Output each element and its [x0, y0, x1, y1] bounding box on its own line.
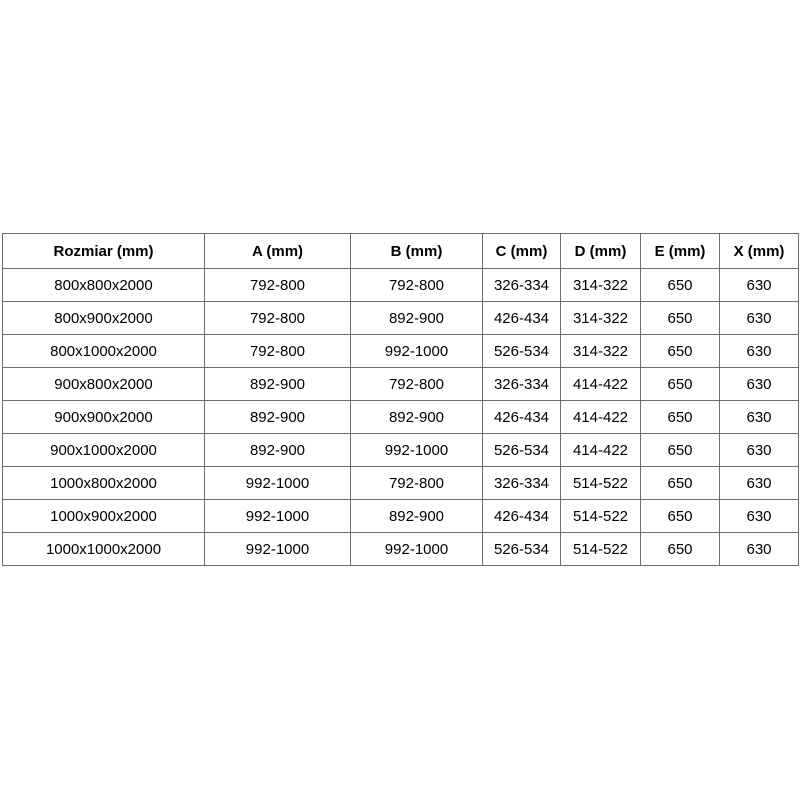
table-cell: 326-334 [483, 368, 561, 401]
table-cell: 414-422 [561, 434, 641, 467]
dimensions-table-container [2, 233, 798, 566]
table-cell: 800x800x2000 [3, 269, 205, 302]
table-cell: 514-522 [561, 500, 641, 533]
table-cell: 892-900 [351, 401, 483, 434]
table-cell: 630 [720, 269, 799, 302]
table-cell: 650 [641, 533, 720, 566]
table-cell: 426-434 [483, 401, 561, 434]
table-row [3, 302, 799, 335]
table-header [3, 234, 799, 269]
table-cell: 992-1000 [351, 434, 483, 467]
table-cell: 800x900x2000 [3, 302, 205, 335]
table-row [3, 467, 799, 500]
table-cell: 630 [720, 401, 799, 434]
table-cell: 792-800 [205, 269, 351, 302]
table-cell: 900x800x2000 [3, 368, 205, 401]
header-row [3, 234, 799, 269]
table-cell: 792-800 [351, 269, 483, 302]
table-cell: 900x900x2000 [3, 401, 205, 434]
table-cell: 650 [641, 434, 720, 467]
table-cell: 314-322 [561, 269, 641, 302]
table-cell: 526-534 [483, 533, 561, 566]
table-cell: 630 [720, 467, 799, 500]
table-cell: 1000x900x2000 [3, 500, 205, 533]
table-cell: 630 [720, 434, 799, 467]
table-cell: 426-434 [483, 302, 561, 335]
table-row [3, 269, 799, 302]
table-cell: 892-900 [351, 500, 483, 533]
table-cell: 650 [641, 467, 720, 500]
table-cell: 514-522 [561, 467, 641, 500]
column-header-0: Rozmiar (mm) [3, 234, 205, 269]
table-cell: 526-534 [483, 335, 561, 368]
table-cell: 792-800 [205, 335, 351, 368]
table-cell: 892-900 [205, 368, 351, 401]
table-row [3, 434, 799, 467]
table-cell: 892-900 [351, 302, 483, 335]
table-row [3, 368, 799, 401]
column-header-5: E (mm) [641, 234, 720, 269]
table-cell: 992-1000 [205, 467, 351, 500]
table-cell: 326-334 [483, 467, 561, 500]
table-cell: 630 [720, 533, 799, 566]
table-cell: 630 [720, 302, 799, 335]
table-cell: 650 [641, 335, 720, 368]
table-cell: 992-1000 [351, 533, 483, 566]
table-cell: 792-800 [205, 302, 351, 335]
table-cell: 800x1000x2000 [3, 335, 205, 368]
table-cell: 650 [641, 368, 720, 401]
table-cell: 326-334 [483, 269, 561, 302]
dimensions-table [2, 233, 799, 566]
table-cell: 426-434 [483, 500, 561, 533]
table-cell: 900x1000x2000 [3, 434, 205, 467]
table-cell: 1000x800x2000 [3, 467, 205, 500]
column-header-6: X (mm) [720, 234, 799, 269]
table-cell: 792-800 [351, 368, 483, 401]
table-cell: 892-900 [205, 401, 351, 434]
table-cell: 650 [641, 500, 720, 533]
table-cell: 630 [720, 500, 799, 533]
table-cell: 414-422 [561, 368, 641, 401]
column-header-2: B (mm) [351, 234, 483, 269]
table-cell: 514-522 [561, 533, 641, 566]
column-header-1: A (mm) [205, 234, 351, 269]
column-header-4: D (mm) [561, 234, 641, 269]
table-cell: 526-534 [483, 434, 561, 467]
table-cell: 630 [720, 335, 799, 368]
table-cell: 792-800 [351, 467, 483, 500]
table-cell: 314-322 [561, 302, 641, 335]
table-cell: 1000x1000x2000 [3, 533, 205, 566]
table-cell: 650 [641, 269, 720, 302]
table-cell: 314-322 [561, 335, 641, 368]
table-cell: 992-1000 [351, 335, 483, 368]
table-cell: 892-900 [205, 434, 351, 467]
table-row [3, 533, 799, 566]
table-cell: 650 [641, 401, 720, 434]
table-cell: 414-422 [561, 401, 641, 434]
table-row [3, 401, 799, 434]
table-cell: 992-1000 [205, 533, 351, 566]
table-cell: 992-1000 [205, 500, 351, 533]
table-row [3, 500, 799, 533]
column-header-3: C (mm) [483, 234, 561, 269]
table-cell: 630 [720, 368, 799, 401]
table-row [3, 335, 799, 368]
table-cell: 650 [641, 302, 720, 335]
table-body [3, 269, 799, 566]
